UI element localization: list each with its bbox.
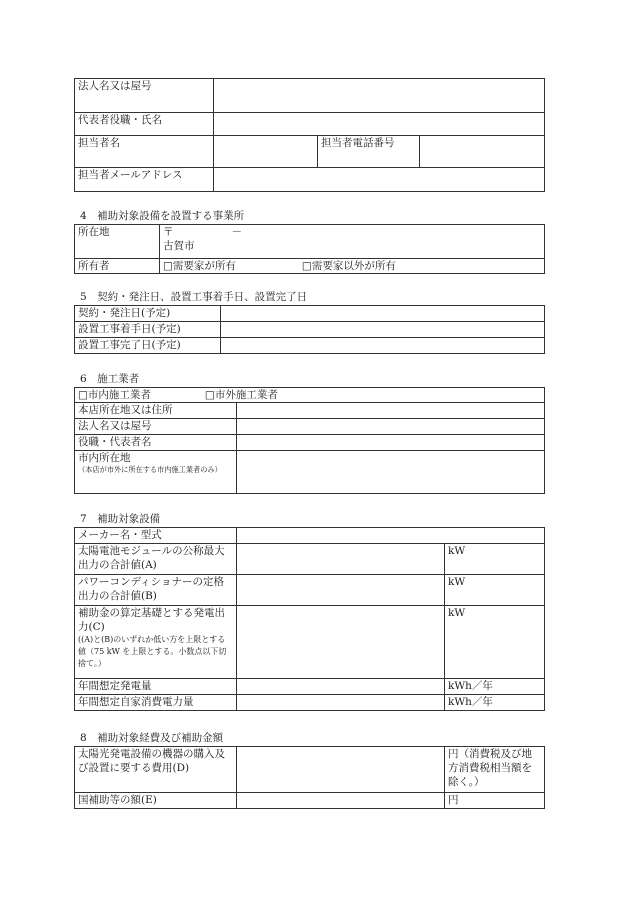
applicant-table (74, 78, 545, 192)
maker-label: メーカー名・型式 (75, 528, 237, 544)
hq-address-field[interactable] (237, 403, 545, 419)
contract-date-label: 契約・発注日(予定) (75, 306, 221, 322)
basis-output-note: ((A)と(B)のいずれか低い方を上限とする値（75 kW を上限とする。小数点以下切捨て。） (78, 635, 227, 668)
section5-heading: 5 契約・発注日、設置工事着手日、設置完了日 (80, 291, 308, 303)
basis-output-unit: kW (445, 606, 545, 679)
postal-mark: 〒 (163, 226, 174, 238)
city-name: 古賀市 (163, 240, 195, 252)
equipment-cost-unit: 円（消費税及び地方消費税相当額を除く。） (445, 747, 545, 793)
basis-output-label: 補助金の算定基礎とする発電出力(C) (78, 607, 225, 633)
section5-table (74, 305, 545, 354)
corp-name-field[interactable] (214, 79, 545, 113)
pcs-output-unit: kW (445, 575, 545, 606)
section8-heading: 8 補助対象経費及び補助金額 (80, 732, 224, 744)
contact-name-label: 担当者名 (75, 136, 214, 168)
start-date-label: 設置工事着手日(予定) (75, 322, 221, 338)
pcs-output-field[interactable] (237, 575, 445, 606)
contact-phone-label: 担当者電話番号 (318, 136, 420, 168)
contact-phone-field[interactable] (420, 136, 545, 168)
solar-output-unit: kW (445, 544, 545, 575)
owner-checkbox-self[interactable]: □需要家が所有 (163, 260, 236, 272)
branch-address-field[interactable] (237, 451, 545, 494)
national-subsidy-label: 国補助等の額(E) (75, 793, 237, 809)
contractor-rep-field[interactable] (237, 435, 545, 451)
owner-checkbox-other[interactable]: □需要家以外が所有 (301, 260, 396, 272)
section7-table (74, 527, 545, 711)
basis-output-field[interactable] (237, 606, 445, 679)
contact-email-label: 担当者メールアドレス (75, 168, 214, 192)
annual-generation-field[interactable] (237, 679, 445, 695)
completion-date-label: 設置工事完了日(予定) (75, 338, 221, 354)
national-subsidy-field[interactable] (237, 793, 445, 809)
section6-table (74, 387, 545, 494)
representative-label: 代表者役職・氏名 (75, 113, 214, 136)
contractor-rep-label: 役職・代表者名 (75, 435, 237, 451)
contact-name-field[interactable] (214, 136, 318, 168)
section4-heading: 4 補助対象設備を設置する事業所 (80, 210, 245, 222)
contact-email-field[interactable] (214, 168, 545, 192)
basis-output-label-cell (75, 606, 237, 679)
hq-address-label: 本店所在地又は住所 (75, 403, 237, 419)
contractor-in-city-checkbox[interactable]: □市内施工業者 (78, 389, 151, 401)
completion-date-field[interactable] (221, 338, 545, 354)
start-date-field[interactable] (221, 322, 545, 338)
self-consumption-unit: kWh／年 (445, 695, 545, 711)
contractor-name-field[interactable] (237, 419, 545, 435)
section7-heading: 7 補助対象設備 (80, 513, 161, 525)
annual-generation-label: 年間想定発電量 (75, 679, 237, 695)
maker-field[interactable] (237, 528, 545, 544)
owner-options (160, 259, 545, 274)
self-consumption-label: 年間想定自家消費電力量 (75, 695, 237, 711)
corp-name-label: 法人名又は屋号 (75, 79, 214, 113)
contractor-type-options (75, 388, 545, 403)
equipment-cost-label: 太陽光発電設備の機器の購入及び設置に要する費用(D) (75, 747, 237, 793)
representative-field[interactable] (214, 113, 545, 136)
location-field[interactable] (160, 225, 545, 259)
section6-heading: 6 施工業者 (80, 373, 140, 385)
postal-dash: － (231, 226, 242, 238)
contract-date-field[interactable] (221, 306, 545, 322)
contractor-out-city-checkbox[interactable]: □市外施工業者 (204, 389, 278, 401)
branch-address-note: （本店が市外に所在する市内施工業者のみ） (78, 465, 222, 474)
national-subsidy-unit: 円 (445, 793, 545, 809)
branch-address-label: 市内所在地 (78, 452, 131, 464)
pcs-output-label: パワーコンディショナーの定格出力の合計値(B) (75, 575, 237, 606)
section8-table (74, 746, 545, 809)
annual-generation-unit: kWh／年 (445, 679, 545, 695)
contractor-name-label: 法人名又は屋号 (75, 419, 237, 435)
section4-table (74, 224, 545, 274)
owner-label: 所有者 (75, 259, 160, 274)
solar-output-field[interactable] (237, 544, 445, 575)
self-consumption-field[interactable] (237, 695, 445, 711)
equipment-cost-field[interactable] (237, 747, 445, 793)
branch-address-label-cell (75, 451, 237, 494)
solar-output-label: 太陽電池モジュールの公称最大出力の合計値(A) (75, 544, 237, 575)
location-label: 所在地 (75, 225, 160, 259)
